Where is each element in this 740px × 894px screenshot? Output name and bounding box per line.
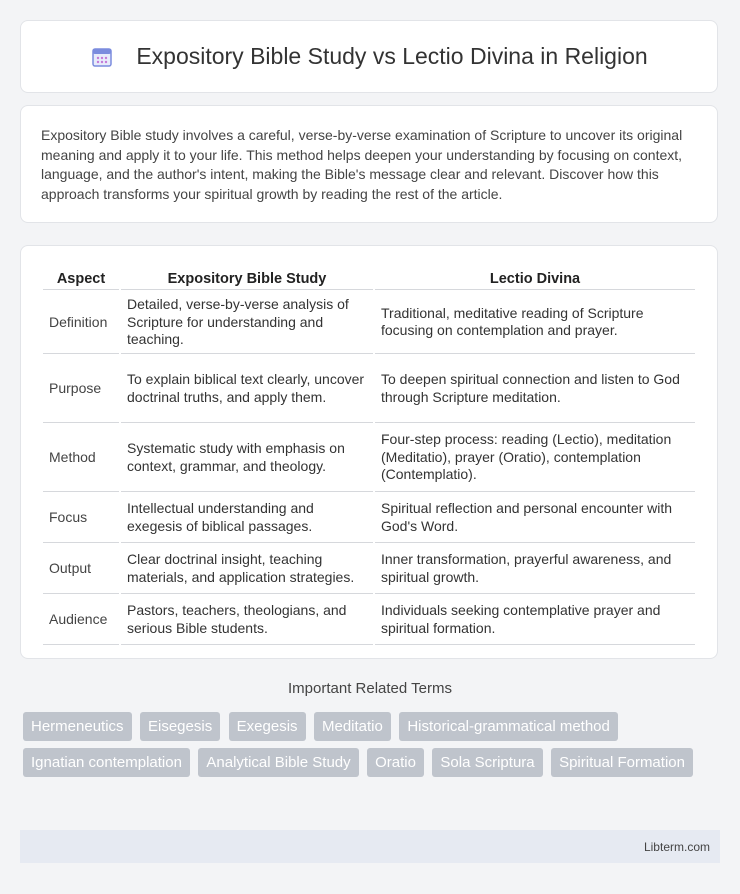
header-aspect: Aspect [43, 266, 119, 290]
footer-site-link[interactable]: Libterm.com [643, 839, 710, 854]
title-card [20, 20, 718, 93]
table-row [43, 356, 695, 423]
cell-expository: Systematic study with emphasis on context, grammar, and theology. [121, 425, 373, 492]
related-term-tag[interactable]: Sola Scriptura [432, 748, 542, 777]
comparison-table-card [20, 245, 718, 659]
cell-lectio: Individuals seeking contemplative prayer and spiritual formation. [375, 596, 695, 645]
table-row [43, 545, 695, 594]
table-row [43, 292, 695, 354]
cell-lectio: To deepen spiritual connection and listen to God through Scripture meditation. [375, 356, 695, 423]
related-term-tag[interactable]: Exegesis [229, 712, 306, 741]
related-term-tag[interactable]: Oratio [367, 748, 424, 777]
cell-lectio: Four-step process: reading (Lectio), meditation (Meditatio), prayer (Oratio), contemplation (Contemplatio). [375, 425, 695, 492]
related-term-tag[interactable]: Spiritual Formation [551, 748, 693, 777]
footer [20, 830, 720, 863]
intro-card [20, 105, 718, 223]
table-header-row [43, 266, 695, 290]
cell-lectio: Inner transformation, prayerful awareness, and spiritual growth. [375, 545, 695, 594]
related-term-tag[interactable]: Meditatio [314, 712, 391, 741]
cell-expository: To explain biblical text clearly, uncover doctrinal truths, and apply them. [121, 356, 373, 423]
related-term-tag[interactable]: Hermeneutics [23, 712, 132, 741]
table-row [43, 425, 695, 492]
table-row [43, 494, 695, 543]
related-term-tag[interactable]: Eisegesis [140, 712, 220, 741]
page-title: Expository Bible Study vs Lectio Divina in Religion [136, 43, 648, 69]
related-term-tag[interactable]: Analytical Bible Study [198, 748, 358, 777]
cell-aspect: Method [43, 425, 119, 492]
cell-aspect: Purpose [43, 356, 119, 423]
cell-lectio: Spiritual reflection and personal encounter with God's Word. [375, 494, 695, 543]
comparison-table [41, 264, 697, 647]
cell-expository: Detailed, verse-by-verse analysis of Scripture for understanding and teaching. [121, 292, 373, 354]
header-expository: Expository Bible Study [121, 266, 373, 290]
cell-aspect: Definition [43, 292, 119, 354]
cell-aspect: Output [43, 545, 119, 594]
cell-expository: Pastors, teachers, theologians, and serious Bible students. [121, 596, 373, 645]
related-term-tag[interactable]: Ignatian contemplation [23, 748, 190, 777]
related-term-tag[interactable]: Historical-grammatical method [399, 712, 618, 741]
header-lectio: Lectio Divina [375, 266, 695, 290]
intro-text: Expository Bible study involves a careful, verse-by-verse examination of Scripture to uncover its original meaning and apply it to your life. This method helps deepen your understanding by focusing on context, language, and the author's intent, making the Bible's message clear and relevant. Discover how this approach transforms your spiritual growth by reading the rest of the article. [41, 127, 683, 202]
cell-expository: Intellectual understanding and exegesis of biblical passages. [121, 494, 373, 543]
related-terms-title: Important Related Terms [288, 680, 452, 697]
calendar-icon [90, 45, 114, 69]
cell-aspect: Focus [43, 494, 119, 543]
cell-expository: Clear doctrinal insight, teaching materials, and application strategies. [121, 545, 373, 594]
related-terms-list [23, 712, 723, 784]
cell-aspect: Audience [43, 596, 119, 645]
table-row [43, 596, 695, 645]
cell-lectio: Traditional, meditative reading of Scripture focusing on contemplation and prayer. [375, 292, 695, 354]
